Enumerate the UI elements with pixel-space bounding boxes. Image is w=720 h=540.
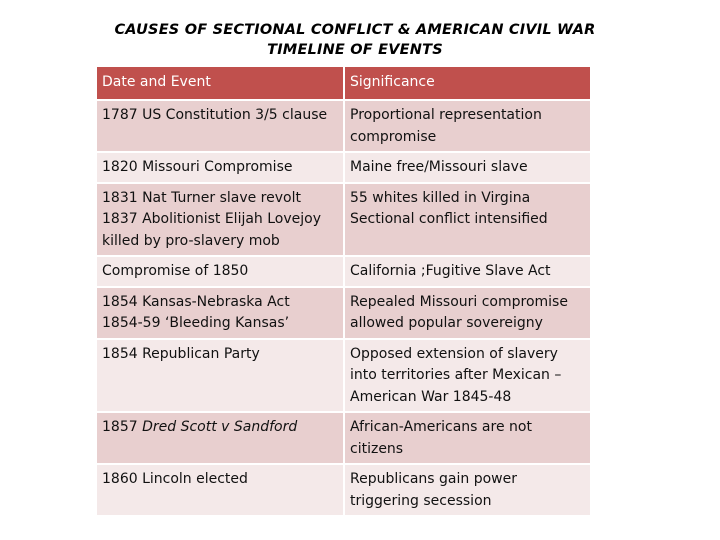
- table-row: [96, 152, 591, 183]
- header-date-event: Date and Event: [96, 66, 344, 100]
- event-cell: [96, 464, 344, 516]
- event-cell: [96, 183, 344, 257]
- significance-line: Proportional representation: [350, 107, 542, 123]
- court-case-title: Dred Scott v Sandford: [142, 419, 298, 435]
- header-significance: Significance: [344, 66, 591, 100]
- significance-cell: [344, 256, 591, 287]
- table-row: [96, 100, 591, 152]
- significance-line: allowed popular sovereigny: [350, 315, 543, 331]
- event-line: Compromise of 1850: [102, 263, 249, 279]
- significance-cell: [344, 412, 591, 464]
- event-cell: [96, 100, 344, 152]
- table-row: [96, 339, 591, 413]
- table-row: [96, 287, 591, 339]
- significance-line: American War 1845-48: [350, 388, 512, 405]
- significance-line: compromise: [350, 128, 437, 145]
- event-line: 1854 Republican Party: [102, 345, 260, 362]
- significance-cell: [344, 287, 591, 339]
- event-cell: [96, 256, 344, 287]
- event-line: 1820 Missouri Compromise: [102, 159, 293, 175]
- significance-line: into territories after Mexican –: [350, 367, 562, 383]
- significance-line: triggering secession: [350, 492, 492, 509]
- significance-line: 55 whites killed in Virgina: [350, 189, 531, 206]
- event-line: 1837 Abolitionist Elijah Lovejoy: [102, 211, 322, 227]
- event-line: [102, 417, 338, 439]
- significance-cell: [344, 152, 591, 183]
- timeline-table: [95, 65, 592, 517]
- significance-cell: [344, 100, 591, 152]
- table-row: [96, 464, 591, 516]
- significance-line: African-Americans are not: [350, 419, 532, 435]
- title-line-2: TIMELINE OF EVENTS: [267, 42, 443, 58]
- table-row: [96, 183, 591, 257]
- page-title: [0, 20, 710, 60]
- significance-cell: [344, 339, 591, 413]
- event-line: 1831 Nat Turner slave revolt: [102, 189, 301, 206]
- significance-line: citizens: [350, 440, 404, 457]
- table-header-row: [96, 66, 591, 100]
- event-cell: [96, 339, 344, 413]
- event-cell: [96, 287, 344, 339]
- significance-cell: [344, 183, 591, 257]
- significance-line: Maine free/Missouri slave: [350, 159, 528, 175]
- table-row: [96, 256, 591, 287]
- event-line: 1854-59 ‘Bleeding Kansas’: [102, 315, 290, 331]
- event-cell: [96, 412, 344, 464]
- title-line-1: CAUSES OF SECTIONAL CONFLICT & AMERICAN CIVIL WAR: [114, 22, 596, 38]
- significance-cell: [344, 464, 591, 516]
- event-year: 1857: [102, 419, 143, 435]
- event-line: 1860 Lincoln elected: [102, 471, 248, 487]
- event-cell: [96, 152, 344, 183]
- significance-line: California ;Fugitive Slave Act: [350, 263, 551, 279]
- event-line: killed by pro-slavery mob: [102, 232, 280, 249]
- significance-line: Sectional conflict intensified: [350, 211, 548, 227]
- significance-line: Opposed extension of slavery: [350, 345, 558, 362]
- table-row: [96, 412, 591, 464]
- significance-line: Repealed Missouri compromise: [350, 293, 568, 310]
- event-line: 1787 US Constitution 3/5 clause: [102, 107, 328, 123]
- significance-line: Republicans gain power: [350, 471, 517, 487]
- event-line: 1854 Kansas-Nebraska Act: [102, 293, 290, 310]
